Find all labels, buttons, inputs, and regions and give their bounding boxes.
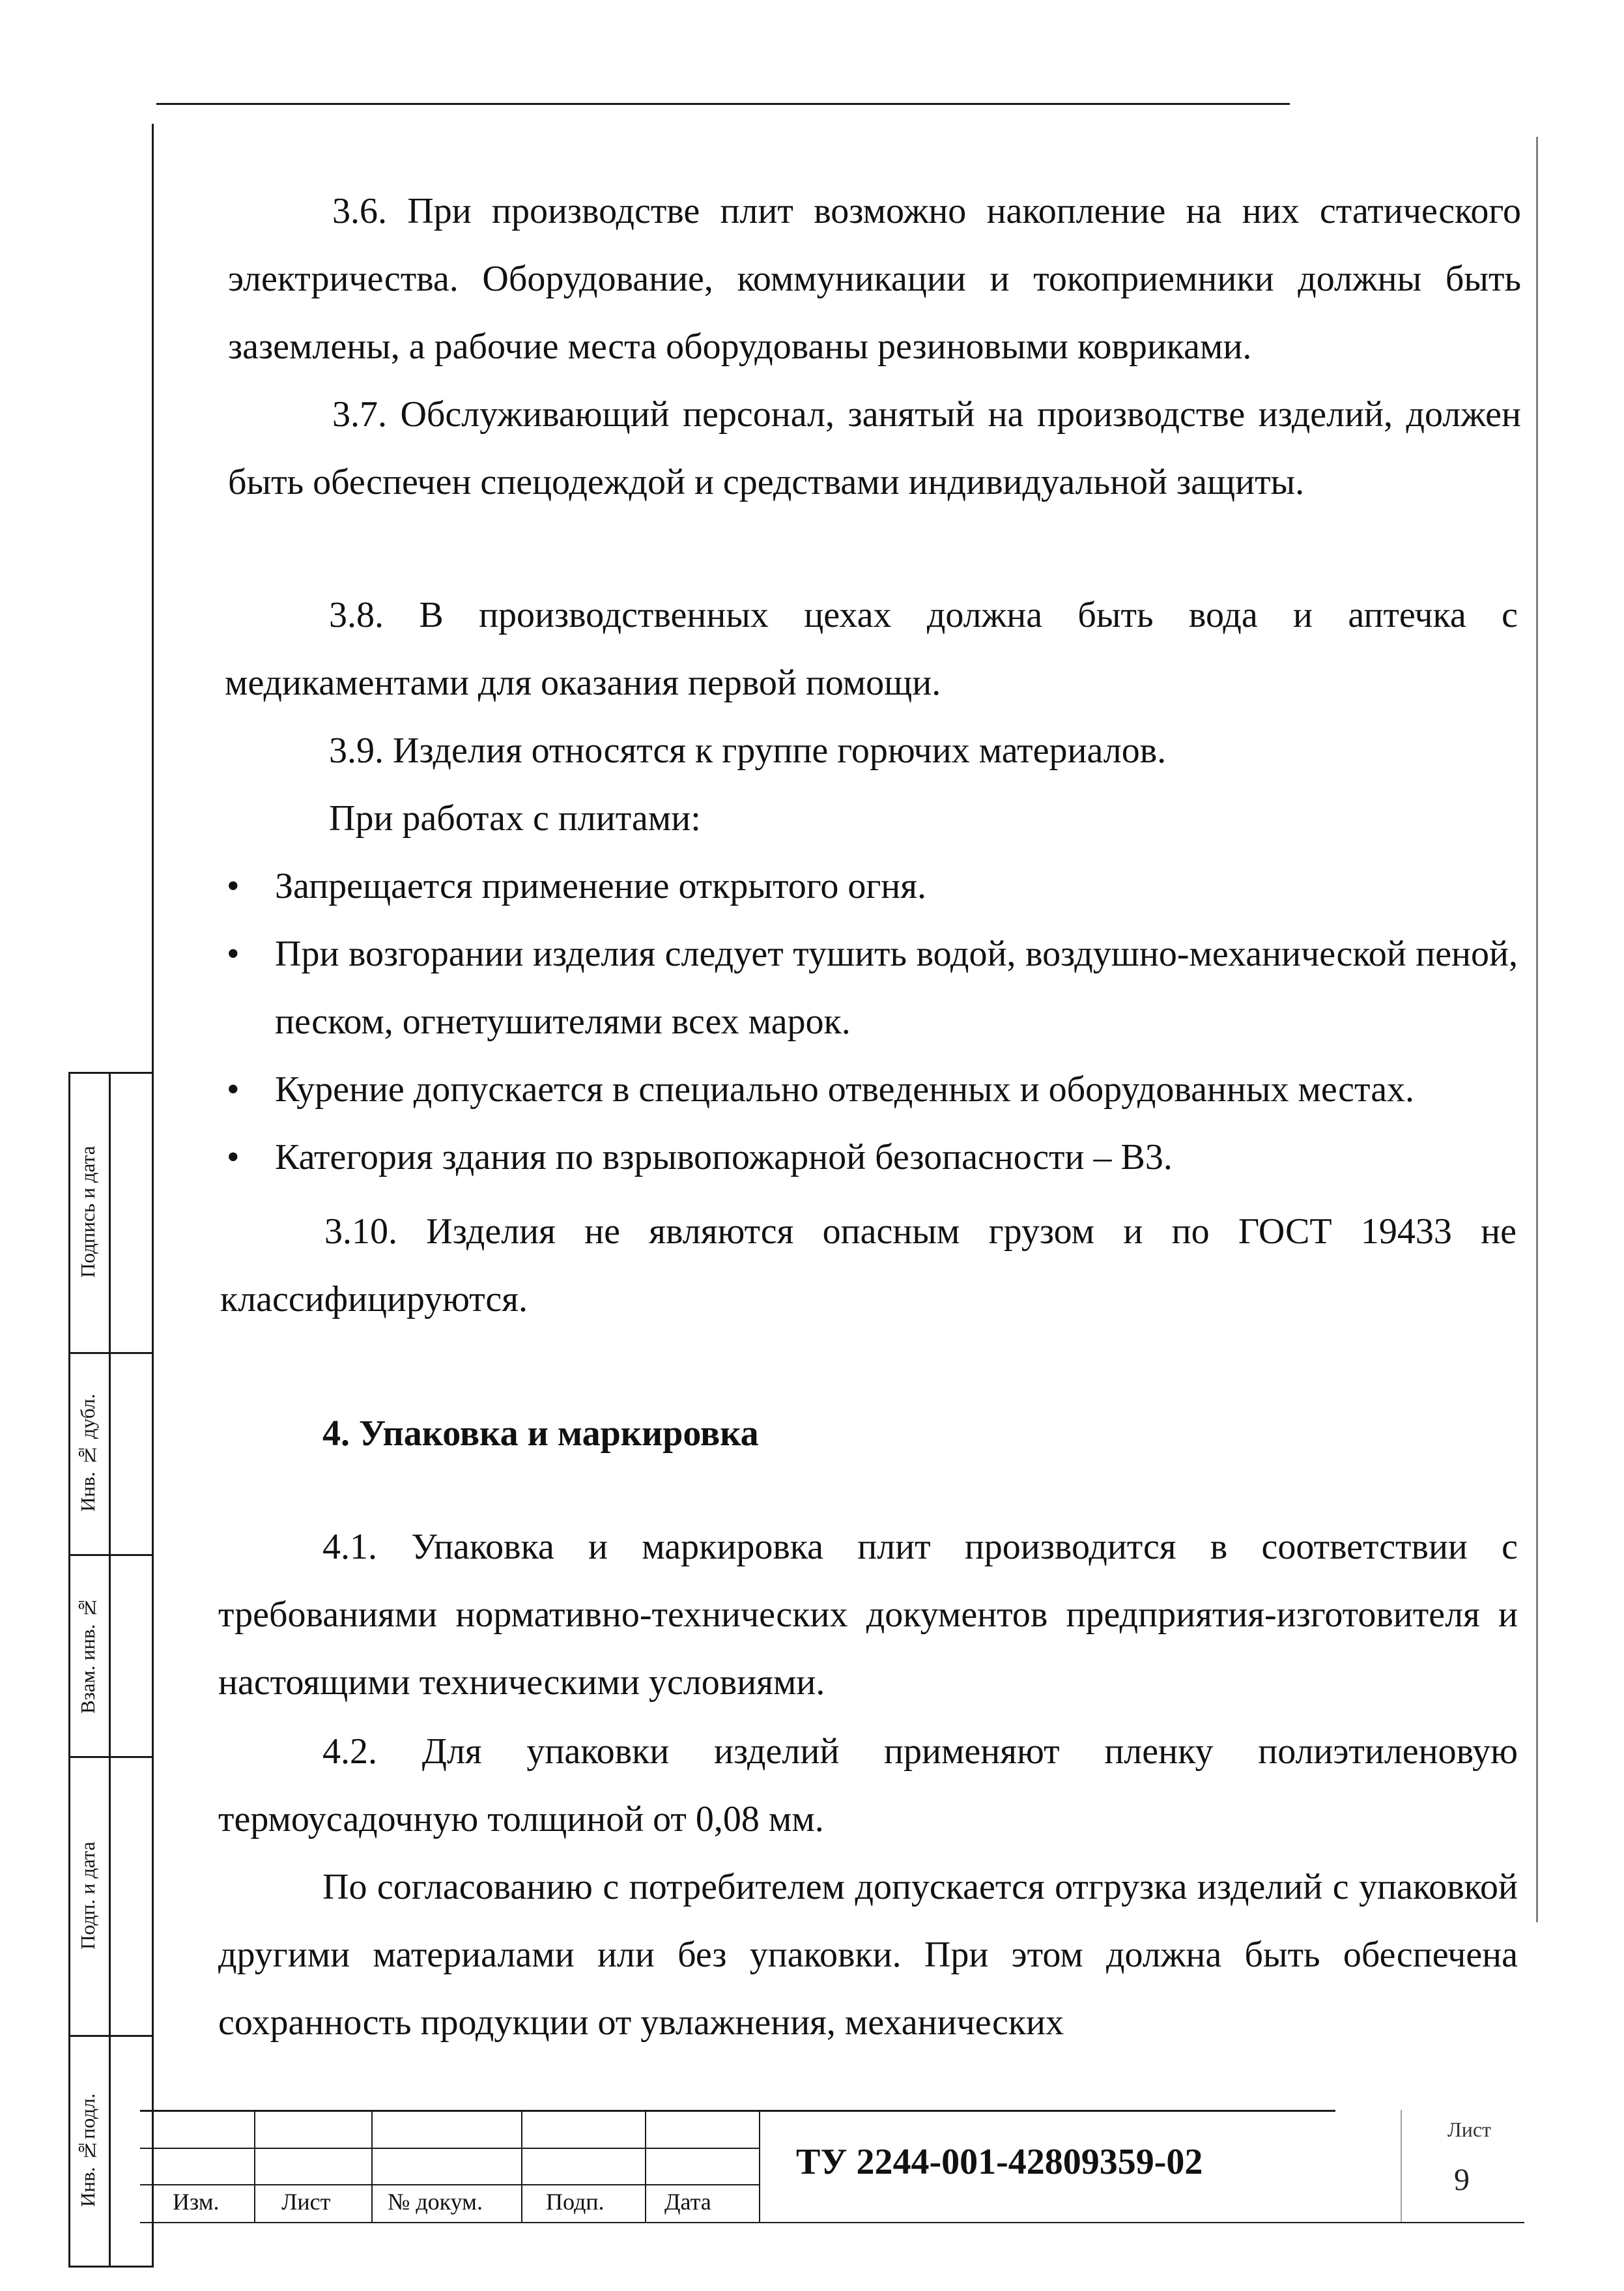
list-item-text: Курение допускается в специально отведенных и оборудованных местах. [275,1069,1415,1110]
side-label-dup-inv: Инв. № дубл. [76,1394,99,1512]
title-block-col-line [371,2110,373,2222]
right-frame-line [1536,137,1538,1922]
col-label-signature: Подп. [546,2189,605,2215]
side-stamp-column [68,1072,140,2268]
col-label-doc-number: № докум. [388,2189,483,2215]
sheet-label: Лист [1447,2118,1492,2141]
paragraph-3-8: 3.8. В производственных цехах должна быть вода и аптечка с медикаментами для оказания первой помощи. [225,595,1518,703]
paragraph-3-9: 3.9. Изделия относятся к группе горючих материалов. [329,730,1167,771]
top-rule [156,103,1290,105]
paragraph-4-2-b: По согласованию с потребителем допускается отгрузка изделий с упаковкой другими материалами или без упаковки. При этом должна быть обеспечена сохранность продукции от увлажнения, механических [218,1867,1518,2043]
side-stamp-divider-vertical [109,1072,111,2268]
title-block-row-line [140,2148,759,2149]
side-stamp-bottom [68,2266,153,2268]
side-label-original-inv: Инв. №подл. [76,2093,99,2208]
side-label-sign-date: Подп. и дата [76,1841,99,1950]
paragraph-3-10: 3.10. Изделия не являются опасным грузом и по ГОСТ 19433 не классифицируются. [220,1211,1517,1319]
col-label-sheet: Лист [281,2189,331,2215]
list-item-text: При возгорании изделия следует тушить водой, воздушно-механической пеной, песком, огнетушителями всех марок. [275,934,1518,1042]
title-block-col-line [254,2110,255,2222]
list-item [221,920,1518,1056]
title-block-row-line [140,2184,759,2185]
side-label-signature-date: Подпись и дата [76,1146,99,1278]
title-block-top-line [140,2110,1335,2112]
safety-bullet-list [221,852,1518,1191]
list-item [221,852,1518,920]
left-frame-line [152,124,154,2268]
section-heading-4: 4. Упаковка и маркировка [322,1413,759,1454]
list-item [221,1056,1518,1123]
bullet-icon: • [227,866,240,906]
title-block-bottom-line [140,2222,1524,2223]
paragraph-3-7: 3.7. Обслуживающий персонал, занятый на производстве изделий, должен быть обеспечен спецодеждой и средствами индивидуальной защиты. [228,394,1521,502]
paragraph-4-2: 4.2. Для упаковки изделий применяют пленку полиэтиленовую термоусадочную толщиной от 0,08 мм. [218,1731,1518,1839]
title-block-sheet-divider [1401,2110,1402,2222]
paragraph-3-9-intro: При работах с плитами: [329,798,701,839]
document-code: ТУ 2244-001-42809359-02 [796,2142,1203,2182]
list-item-text: Запрещается применение открытого огня. [275,866,927,906]
list-item-text: Категория здания по взрывопожарной безопасности – В3. [275,1137,1173,1177]
bullet-icon: • [227,1137,240,1177]
bullet-icon: • [227,934,240,974]
col-label-change: Изм. [173,2189,220,2215]
paragraph-4-1: 4.1. Упаковка и маркировка плит производится в соответствии с требованиями нормативно-технических документов предприятия-изготовителя и настоящими техническими условиями. [218,1527,1518,1703]
side-label-replace-inv: Взам. инв. № [76,1596,99,1714]
title-block-col-line [521,2110,522,2222]
list-item [221,1123,1518,1191]
bullet-icon: • [227,1069,240,1110]
title-block-col-line [759,2110,760,2222]
paragraph-3-6: 3.6. При производстве плит возможно накопление на них статического электричества. Оборудование, коммуникации и токоприемники должны быть заземлены, а рабочие места оборудованы резиновыми ковриками. [228,191,1521,367]
title-block-col-line [645,2110,646,2222]
sheet-number: 9 [1454,2163,1470,2197]
col-label-date: Дата [664,2189,711,2215]
